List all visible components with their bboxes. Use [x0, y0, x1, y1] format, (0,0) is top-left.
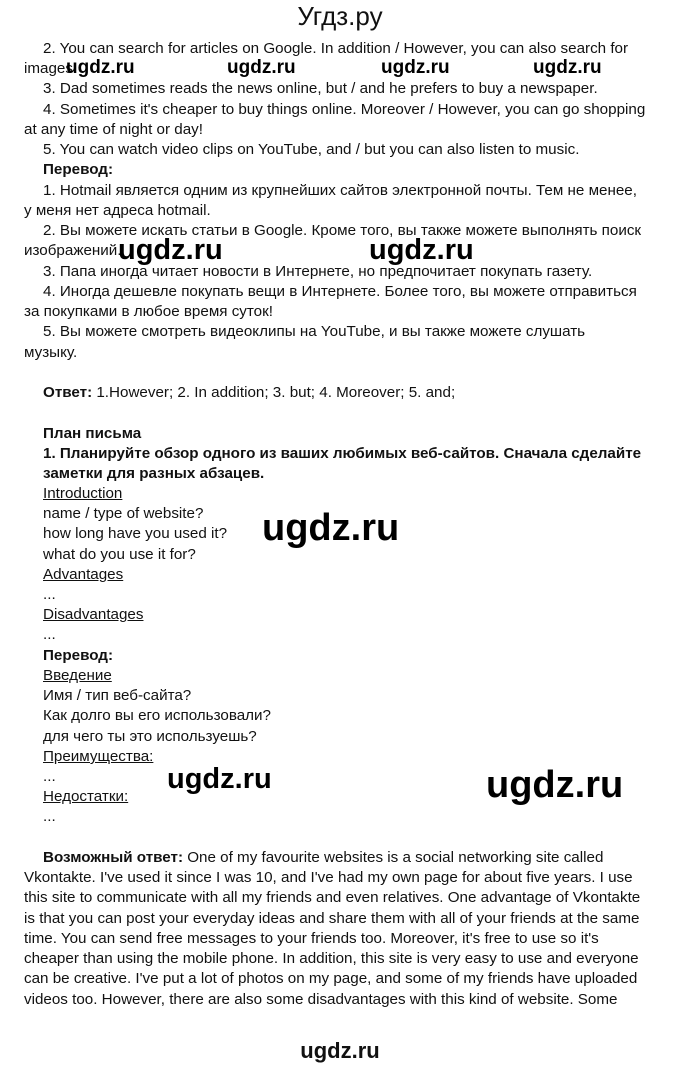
sentence-4-line-1: 4. Sometimes it's cheaper to buy things online. Moreover / However, you can go shopping: [43, 101, 646, 118]
translation-heading: Перевод:: [43, 161, 113, 178]
plan-translation-disadvantages: Недостатки:: [43, 788, 129, 805]
plan-translation-question-1: Имя / тип веб-сайта?: [43, 687, 192, 704]
footer-watermark: ugdz.ru: [300, 1038, 380, 1063]
plan-translation-question-3: для чего ты это используешь?: [43, 728, 257, 745]
translation-5-line-2: музыку.: [24, 344, 78, 361]
possible-answer-line-3: this site to communicate with all my friends and even relatives. One advantage of Vkontakte: [24, 889, 641, 906]
plan-task-line-1: 1. Планируйте обзор одного из ваших любимых веб-сайтов. Сначала сделайте: [43, 445, 642, 462]
translation-1-line-1: 1. Hotmail является одним из крупнейших сайтов электронной почты. Тем не менее,: [43, 182, 637, 199]
plan-ellipsis-2: ...: [43, 626, 56, 643]
possible-answer-line-6: cheaper than using the mobile phone. In addition, this site is very easy to use and everyone: [24, 950, 639, 967]
sentence-4-line-2: at any time of night or day!: [24, 121, 203, 138]
plan-translation-heading: Перевод:: [43, 647, 113, 664]
sentence-2-line-2: images.: [24, 60, 78, 77]
watermark: ugdz.ru: [262, 507, 400, 549]
plan-heading: План письма: [43, 425, 142, 442]
plan-introduction: Introduction: [43, 485, 123, 502]
watermark: ugdz.ru: [167, 763, 272, 795]
possible-answer-text: One of my favourite websites is a social networking site called: [183, 849, 604, 866]
possible-answer-line-2: Vkontakte. I've used it since I was 10, and I've had my own page for about five years. I use: [24, 869, 633, 886]
translation-3: 3. Папа иногда читает новости в Интернете, но предпочитает покупать газету.: [43, 263, 593, 280]
answer-text: 1.However; 2. In addition; 3. but; 4. Moreover; 5. and;: [92, 384, 456, 401]
watermark: ugdz.ru: [369, 234, 474, 266]
plan-translation-advantages: Преимущества:: [43, 748, 154, 765]
possible-answer-label: Возможный ответ:: [43, 849, 184, 866]
translation-1-line-2: у меня нет адреса hotmail.: [24, 202, 211, 219]
plan-question-1: name / type of website?: [43, 505, 204, 522]
translation-4-line-1: 4. Иногда дешевле покупать вещи в Интернете. Более того, вы можете отправиться: [43, 283, 637, 300]
watermark: ugdz.ru: [533, 57, 602, 78]
translation-5-line-1: 5. Вы можете смотреть видеоклипы на YouTube, и вы также можете слушать: [43, 323, 586, 340]
plan-advantages: Advantages: [43, 566, 124, 583]
watermark: ugdz.ru: [381, 57, 450, 78]
plan-ellipsis-3: ...: [43, 768, 56, 785]
possible-answer-line-5: time. You can send free messages to your friends too. Moreover, it's free to use so it's: [24, 930, 599, 947]
sentence-3: 3. Dad sometimes reads the news online, but / and he prefers to buy a newspaper.: [43, 80, 598, 97]
plan-translation-introduction: Введение: [43, 667, 112, 684]
possible-answer-line-7: can be creative. I've put a lot of photos on my page, and some of my friends have uploaded: [24, 970, 638, 987]
sentence-2-line-1: 2. You can search for articles on Google. In addition / However, you can also search for: [43, 40, 629, 57]
translation-4-line-2: за покупками в любое время суток!: [24, 303, 273, 320]
watermark: ugdz.ru: [486, 764, 624, 806]
possible-answer-line-4: is that you can post your everyday ideas and share them with all of your friends at the same: [24, 910, 640, 927]
plan-task-line-2: заметки для разных абзацев.: [43, 465, 265, 482]
translation-2-line-1: 2. Вы можете искать статьи в Google. Кроме того, вы также можете выполнять поиск: [43, 222, 642, 239]
answer-label: Ответ:: [43, 384, 93, 401]
plan-translation-question-2: Как долго вы его использовали?: [43, 707, 271, 724]
plan-ellipsis-4: ...: [43, 808, 56, 825]
plan-disadvantages: Disadvantages: [43, 606, 144, 623]
plan-question-2: how long have you used it?: [43, 525, 228, 542]
watermark: ugdz.ru: [118, 234, 223, 266]
plan-ellipsis-1: ...: [43, 586, 56, 603]
possible-answer-line-1: [43, 848, 603, 868]
translation-2-line-2: изображений.: [24, 242, 122, 259]
plan-question-3: what do you use it for?: [43, 546, 196, 563]
watermark: ugdz.ru: [227, 57, 296, 78]
sentence-5: 5. You can watch video clips on YouTube, and / but you can also listen to music.: [43, 141, 580, 158]
answer-line: [43, 383, 455, 403]
site-title: Угдз.ру: [297, 1, 383, 31]
possible-answer-line-8: videos too. However, there are also some disadvantages with this kind of website. Some: [24, 991, 618, 1008]
watermark: ugdz.ru: [66, 57, 135, 78]
